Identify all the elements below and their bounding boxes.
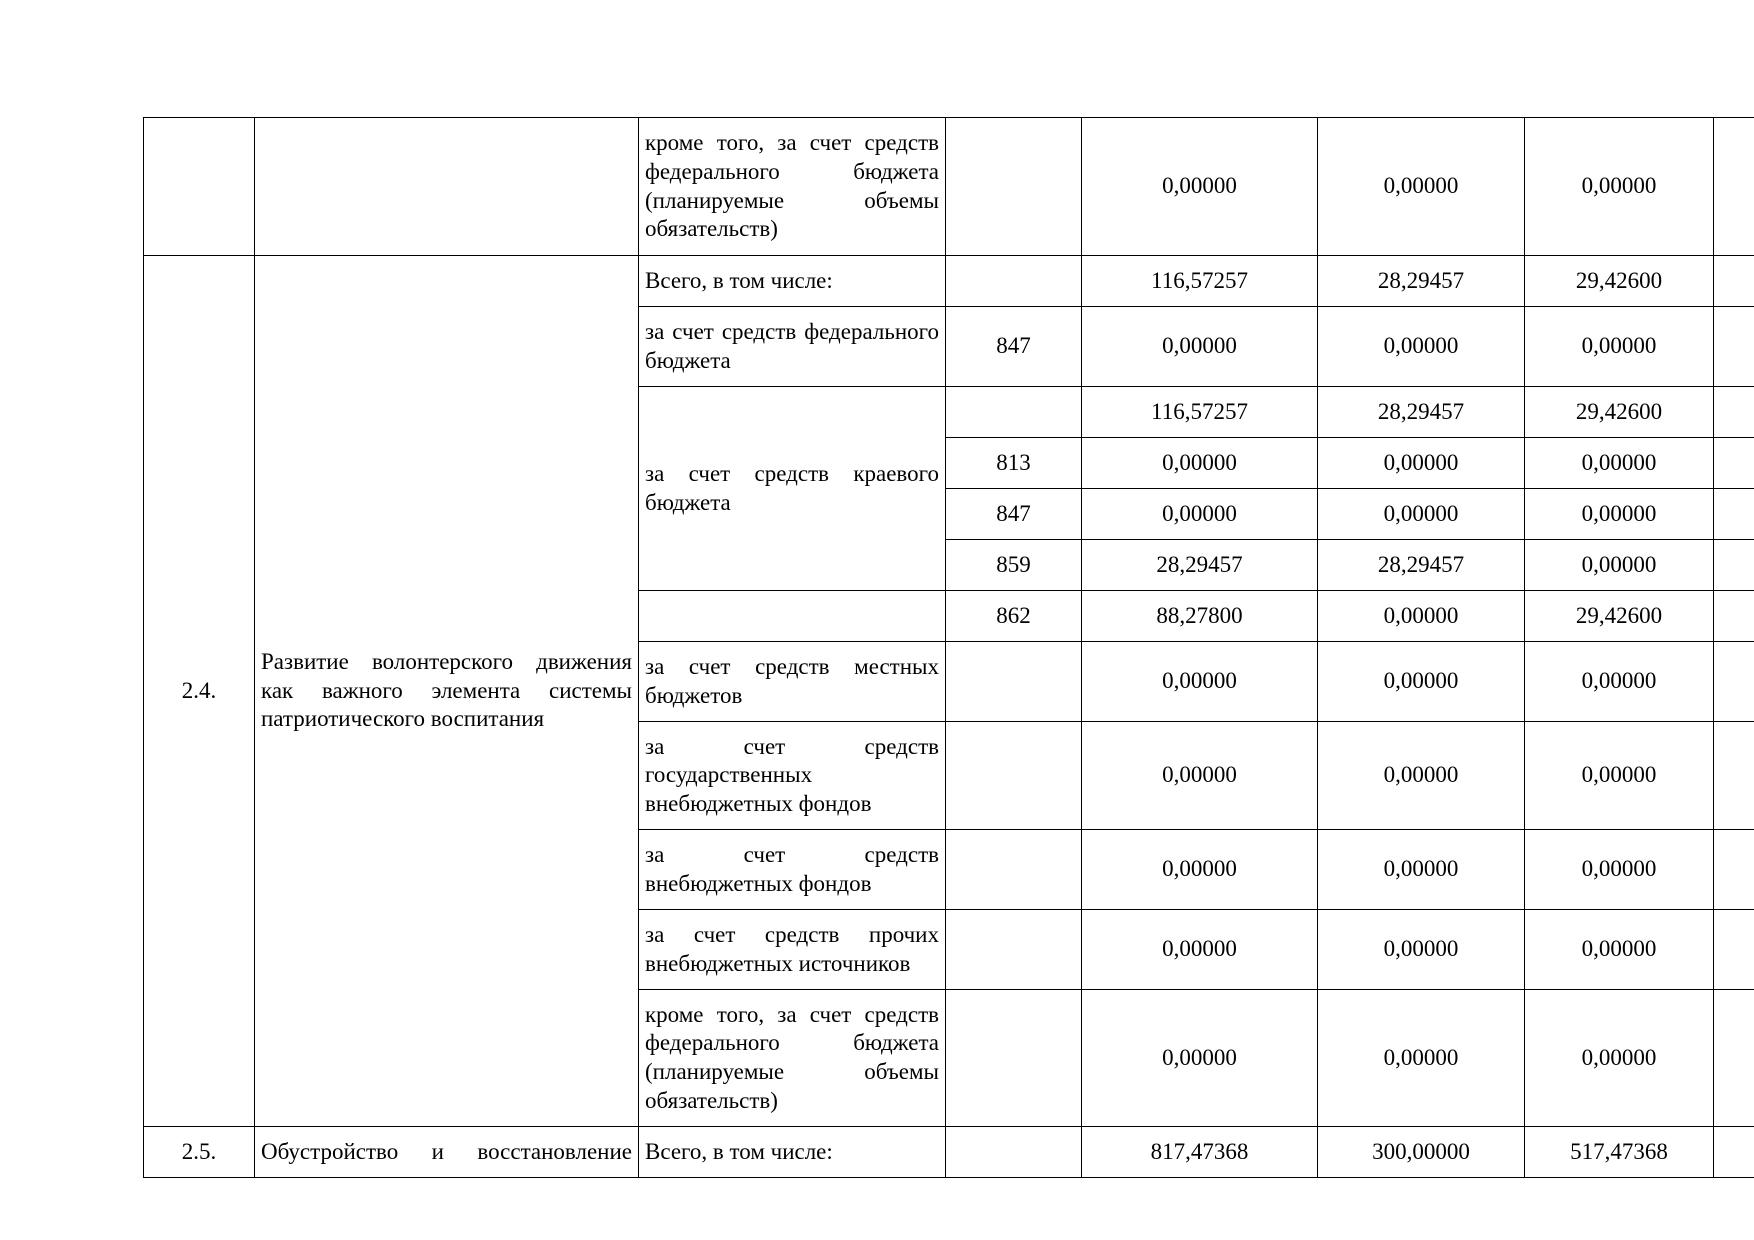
value-cell: 0,00000 <box>1318 990 1525 1127</box>
value-cell: 28,29457 <box>1318 256 1525 307</box>
section-number-cell: 2.5. <box>144 1127 255 1178</box>
value-cell: 517,47368 <box>1525 1127 1714 1178</box>
value-cell <box>1714 722 1754 830</box>
value-cell <box>1714 256 1754 307</box>
funding-source-cell: за счет средств федерального бюджета <box>639 307 946 387</box>
value-cell: 0,00000 <box>1525 118 1714 256</box>
value-cell <box>1714 642 1754 722</box>
value-cell: 0,00000 <box>1525 830 1714 910</box>
value-cell: 0,00000 <box>1082 722 1318 830</box>
code-cell: 859 <box>946 540 1082 591</box>
value-cell: 116,57257 <box>1082 256 1318 307</box>
funding-source-cell: за счет средств краевого бюджета <box>639 387 946 591</box>
funding-source-cell: за счет средств местных бюджетов <box>639 642 946 722</box>
value-cell: 0,00000 <box>1318 830 1525 910</box>
value-cell: 29,42600 <box>1525 387 1714 438</box>
value-cell: 0,00000 <box>1082 642 1318 722</box>
value-cell: 0,00000 <box>1318 307 1525 387</box>
value-cell: 88,27800 <box>1082 591 1318 642</box>
value-cell: 0,00000 <box>1318 489 1525 540</box>
code-cell <box>946 642 1082 722</box>
value-cell: 0,00000 <box>1318 591 1525 642</box>
code-cell <box>946 910 1082 990</box>
value-cell: 28,29457 <box>1082 540 1318 591</box>
code-cell <box>946 1127 1082 1178</box>
funding-source-cell: за счет средств внебюджетных фондов <box>639 830 946 910</box>
value-cell: 0,00000 <box>1525 990 1714 1127</box>
code-cell <box>946 118 1082 256</box>
value-cell: 0,00000 <box>1525 307 1714 387</box>
code-cell <box>946 722 1082 830</box>
value-cell: 0,00000 <box>1525 642 1714 722</box>
funding-source-cell: за счет средств прочих внебюджетных источников <box>639 910 946 990</box>
value-cell <box>1714 438 1754 489</box>
value-cell: 29,42600 <box>1525 591 1714 642</box>
value-cell: 0,00000 <box>1525 489 1714 540</box>
table-row <box>144 256 1754 307</box>
value-cell <box>1714 591 1754 642</box>
code-cell: 813 <box>946 438 1082 489</box>
value-cell <box>1714 990 1754 1127</box>
funding-source-cell: Всего, в том числе: <box>639 1127 946 1178</box>
section-name-cell: Развитие волонтерского движения как важного элемента системы патриотического воспитания <box>255 256 639 1127</box>
value-cell: 0,00000 <box>1525 540 1714 591</box>
funding-source-cell: кроме того, за счет средств федерального бюджета (планируемые объемы обязательств) <box>639 990 946 1127</box>
table-row <box>144 1127 1754 1178</box>
value-cell: 0,00000 <box>1318 910 1525 990</box>
value-cell: 0,00000 <box>1525 438 1714 489</box>
value-cell <box>1714 307 1754 387</box>
value-cell: 0,00000 <box>1082 830 1318 910</box>
value-cell: 0,00000 <box>1082 438 1318 489</box>
value-cell: 0,00000 <box>1525 910 1714 990</box>
value-cell: 28,29457 <box>1318 540 1525 591</box>
value-cell: 0,00000 <box>1318 118 1525 256</box>
table-row <box>144 118 1754 256</box>
value-cell: 0,00000 <box>1525 722 1714 830</box>
code-cell: 847 <box>946 489 1082 540</box>
value-cell: 116,57257 <box>1082 387 1318 438</box>
section-number-cell <box>144 118 255 256</box>
value-cell: 28,29457 <box>1318 387 1525 438</box>
funding-source-cell: Всего, в том числе: <box>639 256 946 307</box>
section-name-cell <box>255 118 639 256</box>
value-cell: 29,42600 <box>1525 256 1714 307</box>
code-cell <box>946 256 1082 307</box>
value-cell <box>1714 540 1754 591</box>
value-cell: 0,00000 <box>1082 307 1318 387</box>
funding-source-cell: за счет средств государственных внебюджетных фондов <box>639 722 946 830</box>
code-cell: 847 <box>946 307 1082 387</box>
value-cell: 0,00000 <box>1082 489 1318 540</box>
value-cell: 0,00000 <box>1082 910 1318 990</box>
code-cell <box>946 387 1082 438</box>
value-cell: 0,00000 <box>1318 642 1525 722</box>
value-cell: 0,00000 <box>1082 118 1318 256</box>
value-cell: 0,00000 <box>1082 990 1318 1127</box>
value-cell <box>1714 489 1754 540</box>
funding-source-cell: кроме того, за счет средств федерального бюджета (планируемые объемы обязательств) <box>639 118 946 256</box>
value-cell <box>1714 830 1754 910</box>
code-cell: 862 <box>946 591 1082 642</box>
section-number-cell: 2.4. <box>144 256 255 1127</box>
value-cell <box>1714 1127 1754 1178</box>
value-cell: 0,00000 <box>1318 722 1525 830</box>
value-cell <box>1714 910 1754 990</box>
value-cell <box>1714 387 1754 438</box>
section-name-cell: Обустройство и восстановление <box>255 1127 639 1178</box>
code-cell <box>946 990 1082 1127</box>
value-cell: 0,00000 <box>1318 438 1525 489</box>
value-cell: 300,00000 <box>1318 1127 1525 1178</box>
value-cell: 817,47368 <box>1082 1127 1318 1178</box>
code-cell <box>946 830 1082 910</box>
value-cell <box>1714 118 1754 256</box>
funding-source-cell <box>639 591 946 642</box>
budget-table <box>143 117 1754 1178</box>
